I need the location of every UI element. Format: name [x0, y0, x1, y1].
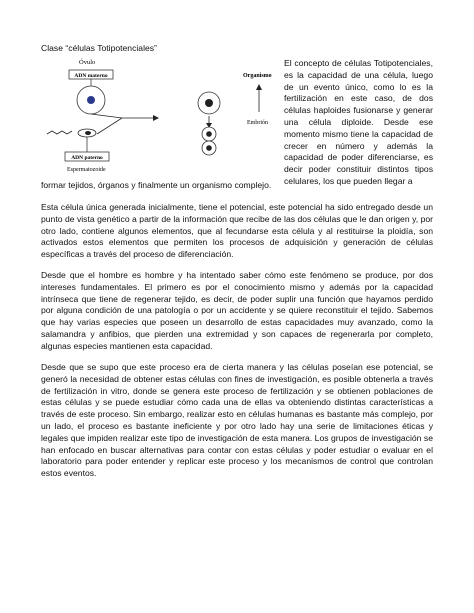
sperm-nucleus	[85, 131, 91, 135]
intro-tail-text: formar tejidos, órganos y finalmente un organismo complejo.	[41, 180, 272, 190]
espermatozoide-label: Espermatozoide	[67, 167, 106, 173]
document-title: Clase “células Totipotenciales”	[41, 43, 157, 53]
organismo-label: Organismo	[243, 73, 272, 79]
fusion-lines	[91, 114, 155, 134]
fertilization-diagram	[37, 56, 277, 190]
ovulo-label: Óvulo	[79, 59, 96, 66]
paragraph-2: Desde que el hombre es hombre y ha intentado saber cómo este fenómeno se produce, por dos intereses fundamentales. El primero es por el conocimiento mismo y además por la capacidad intrínseca que tiene de regenerar tejido, es decir, de poder suplir una función que hayamos perdido por alguna condición de una patología o por un accidente y se quiere reconstituir el tejido. Sabemos que hay varias especies que poseen un desarrollo de estas capacidades muy avanzado, como la salamandra y anfibios, que pierden una extremidad y son capaces de regenerarla por completo, algunas especies mantienen esta capacidad.	[41, 270, 433, 351]
organism-arrowhead	[256, 84, 262, 90]
ovulo-nucleus	[87, 96, 95, 104]
sperm-tail	[47, 131, 72, 134]
fusion-arrowhead	[153, 115, 159, 121]
embrion-label: Embrión	[247, 120, 268, 126]
paragraph-1: Esta célula única generada inicialmente, tiene el potencial, este potencial ha sido entregado desde un punto de vista genético a partir de la información que recibe de las dos células que le dan origen y, por otro lado, contiene algunos elementos, que al fecundarse esta célula y al restituirse la ploidía, son activados estos elementos que permiten los procesos de adquisición y generación de células específicas a través del proceso de diferenciación.	[41, 202, 433, 260]
embryo-nucleus-bottom	[206, 145, 212, 151]
intro-side-text: El concepto de células Totipotenciales, es la capacidad de una célula, luego de un evento único, como lo es la fertilización en este caso, de dos células haploides fusionarse y generar una célula diploide. Desde ese momento mismo tiene la capacidad de crecer en número y además la capacidad de poder diferenciarse, es decir poder constituir distintos tipos celulares, los que pueden llegar a	[284, 58, 433, 186]
paragraph-3: Desde que se supo que este proceso era de cierta manera y las células poseían ese potencial, se generó la necesidad de obtener estas células con fines de investigación, es posible obtenerla a través de fertilización in vitro, donde se genera este proceso de fertilización y se obtienen poblaciones de estas células y se puede estudiar cómo cada una de ellas va obteniendo distintas características a través de este proceso. Sin embargo, realizar esto en células humanas es bastante más complejo, por un lado, el proceso es bastante ineficiente y por otro lado hay una serie de limitaciones éticas y legales que impiden realizar este tipo de investigación de esta manera. Los grupos de investigación se han enfocado en buscar alternativas para contar con estas células y poder estudiar o evaluar en el laboratorio para poder entender y replicar este proceso y los mecanismos de control que controlan estos eventos.	[41, 362, 433, 479]
embryo-nucleus-top	[206, 131, 212, 137]
zygote-nucleus	[205, 99, 213, 107]
adn-materno-label: ADN materno	[74, 73, 108, 79]
adn-paterno-label: ADN paterno	[71, 155, 103, 161]
